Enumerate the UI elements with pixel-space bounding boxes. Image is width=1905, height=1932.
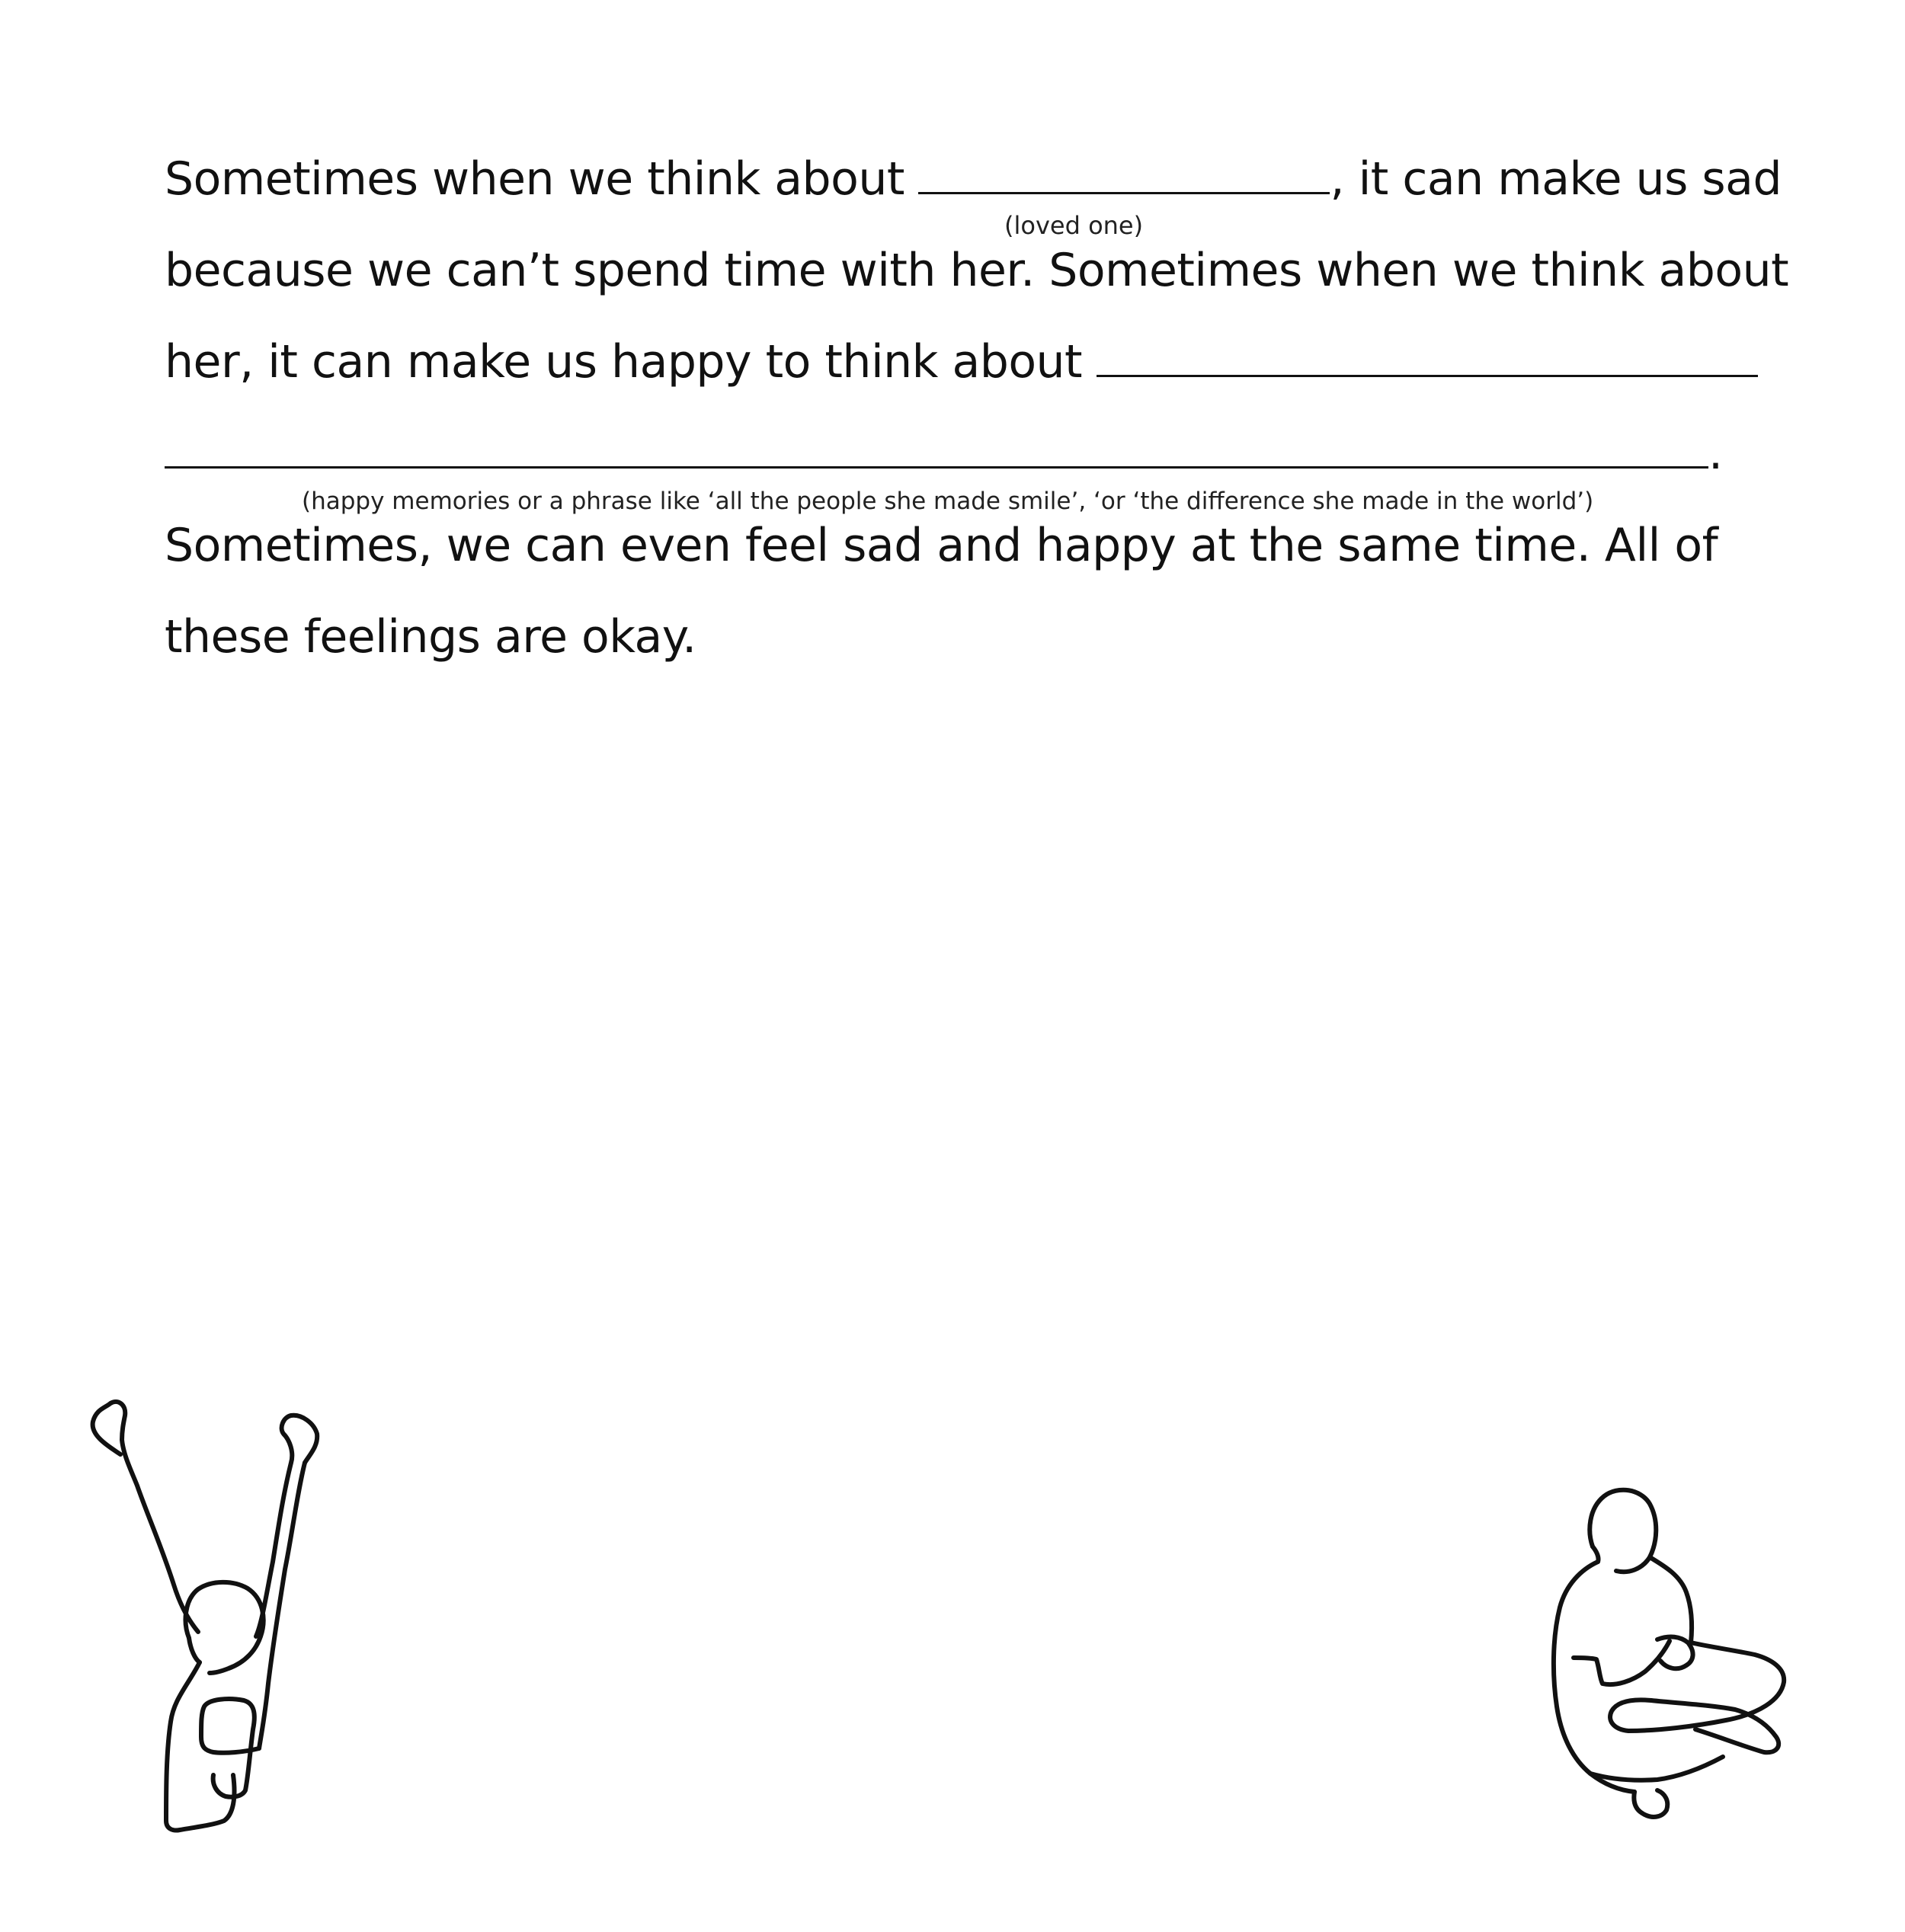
cheering-person-icon	[76, 1394, 351, 1836]
cheering-person-drawing	[76, 1394, 351, 1836]
happy-thought-blank-2[interactable]	[165, 460, 1708, 469]
text-line-3	[165, 335, 1758, 389]
sitting-person-drawing	[1543, 1478, 1802, 1836]
line-4-period: .	[1708, 427, 1723, 480]
happy-memories-hint: (happy memories or a phrase like ‘all the people she made smile’, ‘or ‘the difference she made in the world’)	[302, 488, 1594, 515]
text-line-2: because we can’t spend time with her. Sometimes when we think about	[165, 244, 1789, 297]
loved-one-blank[interactable]	[918, 186, 1330, 194]
text-line-6: these feelings are okay.	[165, 610, 696, 664]
text-line-1	[165, 152, 1782, 206]
line-1-start: Sometimes when we think about	[165, 152, 919, 206]
loved-one-hint: (loved one)	[1004, 211, 1144, 240]
happy-thought-blank-1[interactable]	[1097, 369, 1758, 377]
line-1-end: , it can make us sad	[1330, 152, 1782, 206]
sitting-person-icon	[1543, 1478, 1802, 1836]
text-line-4	[165, 427, 1723, 480]
text-line-5: Sometimes, we can even feel sad and happy at the same time. All of	[165, 519, 1718, 572]
line-3-start: her, it can make us happy to think about	[165, 335, 1097, 389]
